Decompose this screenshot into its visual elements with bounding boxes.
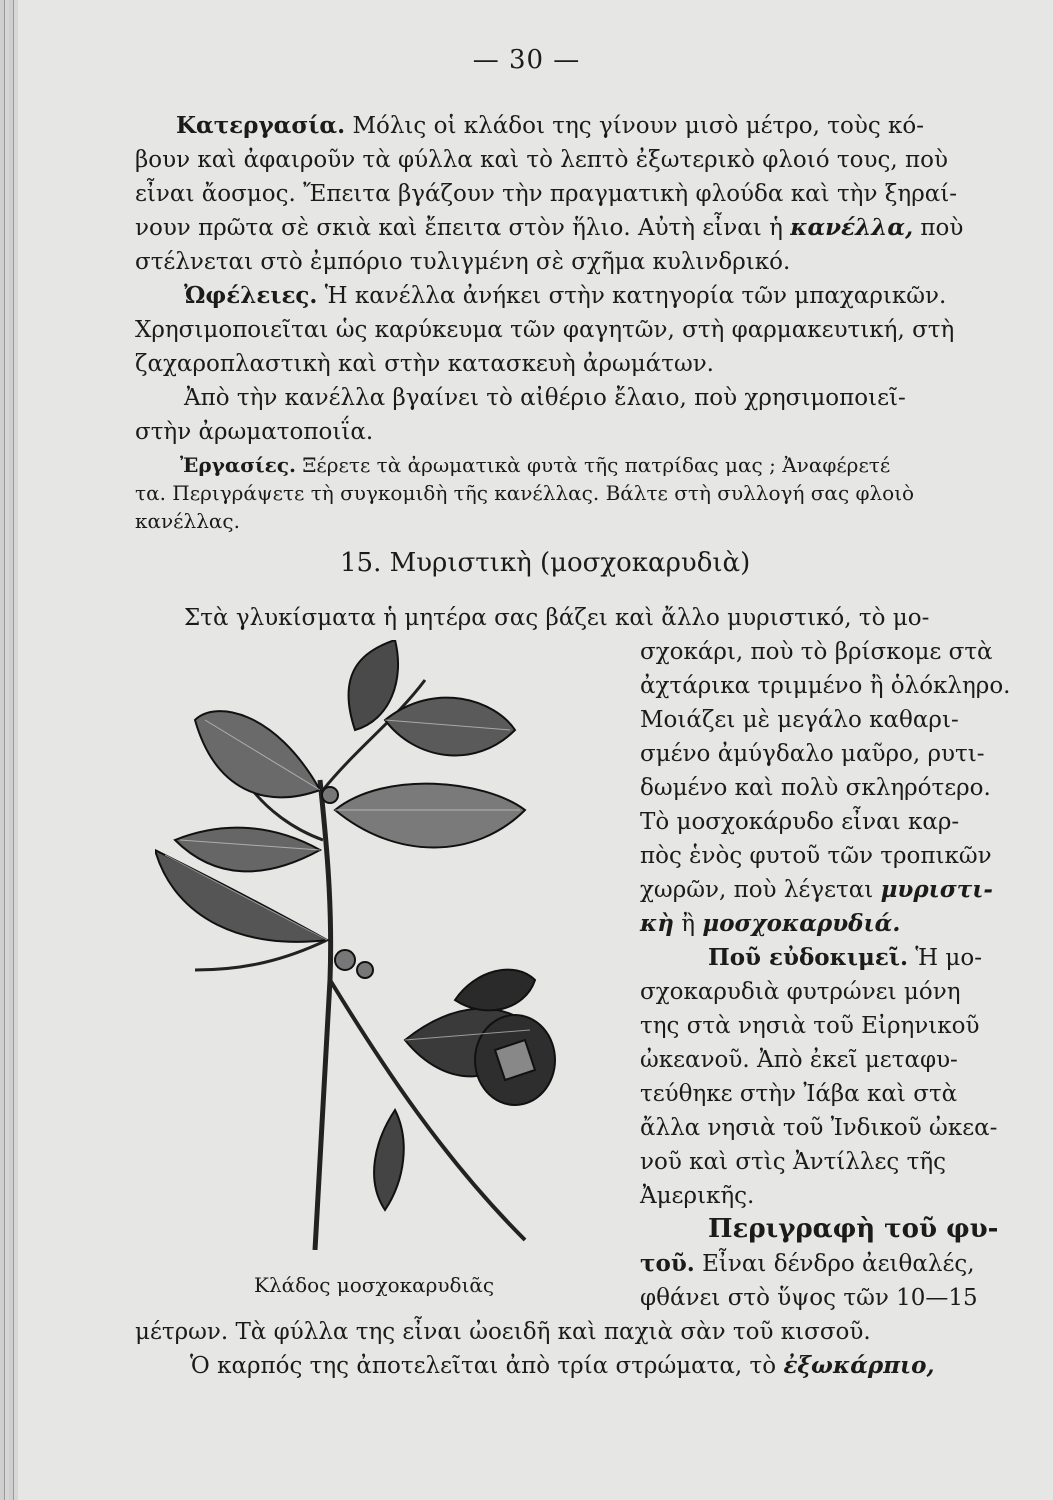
column-line: τεύθηκε στὴν Ἰάβα καὶ στὰ <box>640 1081 958 1107</box>
paragraph-line: Στὰ γλυκίσματα ἡ μητέρα σας βάζει καὶ ἄλλο μυριστικό, τὸ μο- <box>184 605 930 631</box>
paragraph-line: κανέλλας. <box>135 509 240 533</box>
term-nutmeg-tree: μυριστι- <box>880 876 993 903</box>
term-exercises: Ἐργασίες. <box>180 453 296 477</box>
paragraph-line: εἶναι ἄοσμος. Ἔπειτα βγάζουν τὴν πραγματικὴ φλούδα καὶ τὴν ξηραί- <box>135 181 958 207</box>
text-span: Ὁ καρπός της ἀποτελεῖται ἀπὸ τρία στρώματα, τὸ <box>190 1353 777 1379</box>
column-line <box>640 1249 975 1279</box>
paragraph-line <box>176 111 924 141</box>
column-line <box>640 875 993 905</box>
section-heading: 15. Μυριστικὴ (μοσχοκαρυδιὰ) <box>340 548 751 578</box>
paragraph-line: ζαχαροπλαστικὴ καὶ στὴν κατασκευὴ ἀρωμάτων. <box>135 351 714 377</box>
column-line: Ἀμερικῆς. <box>640 1183 755 1209</box>
term-plant-description: Περιγραφὴ τοῦ φυ- <box>708 1214 999 1244</box>
text-span: ἢ <box>681 911 696 937</box>
text-span: Μόλις οἱ κλάδοι της γίνουν μισὸ μέτρο, τοὺς κό- <box>352 113 925 139</box>
text-span: ποὺ <box>920 215 964 241</box>
nutmeg-branch-illustration <box>155 640 600 1250</box>
term-where-it-thrives: Ποῦ εὐδοκιμεῖ. <box>708 944 908 971</box>
paragraph-line <box>190 1351 935 1381</box>
text-span: Εἶναι δένδρο ἀειθαλές, <box>702 1251 975 1277</box>
term-nutmeg-tree: κὴ <box>640 910 674 937</box>
figure-caption: Κλάδος μοσχοκαρυδιᾶς <box>254 1273 495 1297</box>
text-span: χωρῶν, ποὺ λέγεται <box>640 877 874 903</box>
page-number: — 30 — <box>472 45 581 75</box>
paragraph-line: βουν καὶ ἀφαιροῦν τὰ φύλλα καὶ τὸ λεπτὸ ἐξωτερικὸ φλοιό τους, ποὺ <box>135 147 948 173</box>
text-span: Ἡ κανέλλα ἀνήκει στὴν κατηγορία τῶν μπαχαρικῶν. <box>324 283 947 309</box>
paragraph-line <box>180 450 890 480</box>
column-line: νοῦ καὶ στὶς Ἀντίλλες τῆς <box>640 1149 946 1175</box>
paragraph-line: στέλνεται στὸ ἐμπόριο τυλιγμένη σὲ σχῆμα κυλινδρικό. <box>135 249 791 275</box>
column-line: δωμένο καὶ πολὺ σκληρότερο. <box>640 775 991 801</box>
column-line: ὠκεανοῦ. Ἀπὸ ἐκεῖ μεταφυ- <box>640 1047 958 1073</box>
column-line: Τὸ μοσχοκάρυδο εἶναι καρ- <box>640 809 960 835</box>
column-line: πὸς ἑνὸς φυτοῦ τῶν τροπικῶν <box>640 843 992 869</box>
text-span: νουν πρῶτα σὲ σκιὰ καὶ ἔπειτα στὸν ἥλιο. Αὐτὴ εἶναι ἡ <box>135 215 783 241</box>
term-nutmeg: μοσχοκαρυδιά. <box>702 910 901 937</box>
paragraph-line <box>135 213 963 243</box>
text-span: Ξέρετε τὰ ἀρωματικὰ φυτὰ τῆς πατρίδας μας ; Ἀναφέρετέ <box>302 453 891 477</box>
term-processing: Κατεργασία. <box>176 112 346 139</box>
column-line: Μοιάζει μὲ μεγάλο καθαρι- <box>640 707 959 733</box>
column-line: ἄλλα νησιὰ τοῦ Ἰνδικοῦ ὠκεα- <box>640 1115 998 1141</box>
column-line: ἀχτάρικα τριμμένο ἢ ὁλόκληρο. <box>640 673 1011 699</box>
term-benefits: Ὠφέλειες. <box>184 282 318 309</box>
column-line: σχοκαρυδιὰ φυτρώνει μόνη <box>640 979 961 1005</box>
term-cinnamon: κανέλλα, <box>790 214 914 241</box>
column-line <box>708 943 982 973</box>
column-line: σμένο ἀμύγδαλο μαῦρο, ρυτι- <box>640 741 985 767</box>
paragraph-line: μέτρων. Τὰ φύλλα της εἶναι ὠοειδῆ καὶ παχιὰ σὰν τοῦ κισσοῦ. <box>135 1319 871 1345</box>
term-exocarp: ἐξωκάρπιο, <box>783 1352 935 1379</box>
column-line: σχοκάρι, ποὺ τὸ βρίσκομε στὰ <box>640 639 993 665</box>
column-line: φθάνει στὸ ὕψος τῶν 10—15 <box>640 1285 978 1311</box>
term-plant-description: τοῦ. <box>640 1250 695 1277</box>
paragraph-line: Χρησιμοποιεῖται ὡς καρύκευμα τῶν φαγητῶν, στὴ φαρμακευτική, στὴ <box>135 317 955 343</box>
paragraph-line: Ἀπὸ τὴν κανέλλα βγαίνει τὸ αἰθέριο ἔλαιο, ποὺ χρησιμοποιεῖ- <box>184 385 906 411</box>
text-span: Ἡ μο- <box>915 945 982 971</box>
paragraph-line: τα. Περιγράψετε τὴ συγκομιδὴ τῆς κανέλλας. Βάλτε στὴ συλλογή σας φλοιὸ <box>135 481 915 505</box>
paragraph-line: στὴν ἀρωματοποιΐα. <box>135 419 374 445</box>
column-line: της στὰ νησιὰ τοῦ Εἰρηνικοῦ <box>640 1013 980 1039</box>
paragraph-line <box>184 281 946 311</box>
column-line <box>708 1214 998 1244</box>
column-line <box>640 909 900 939</box>
